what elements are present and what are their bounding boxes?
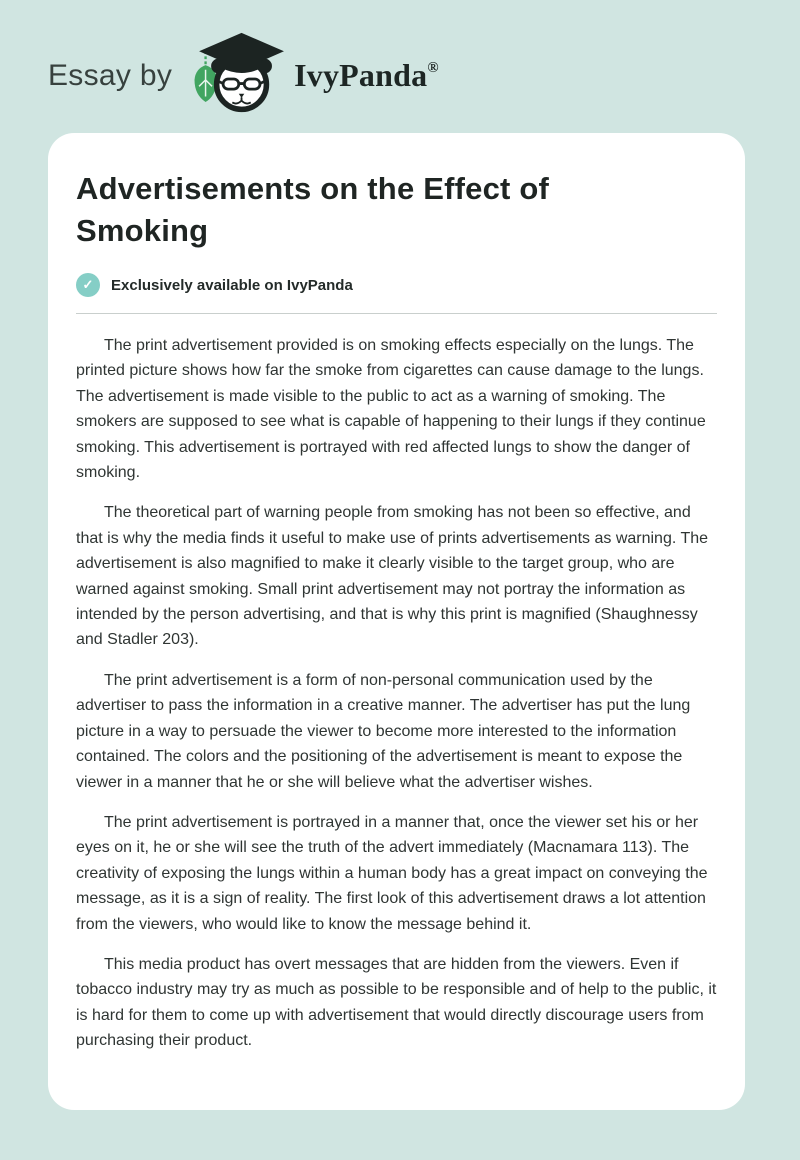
essay-paragraph: This media product has overt messages that are hidden from the viewers. Even if tobacco industry may try as much as possible to be responsible and of help to the public, it is hard for them to come up with advertisement that would directly discourage users from purchasing their product. [76, 955, 717, 1050]
ivypanda-logo-icon [188, 31, 284, 114]
essay-paragraph: The theoretical part of warning people from smoking has not been so effective, and that is why the media finds it useful to make use of prints advertisements as warning. The advertisement is also magnified to make it clearly visible to the target group, who are warned against smoking. Small print advertisement may not portray the information as intended by the person advertising, and that is why this print is magnified (Shaughnessy and Stadler 203). [76, 504, 709, 649]
essay-paragraph: The print advertisement is a form of non-personal communication used by the advertiser to pass the information in a creative manner. The advertiser has put the lung picture in a way to persuade the viewer to become more interested to the information contained. The colors and the positioning of the advertisement is meant to expose the viewer in a manner that he or she will believe what the advertiser wishes. [76, 671, 691, 791]
page-title: Advertisements on the Effect of Smoking [76, 171, 550, 248]
check-icon: ✓ [76, 273, 100, 297]
site-header [0, 0, 800, 133]
availability-badge-label: Exclusively available on IvyPanda [111, 276, 353, 294]
essay-card [48, 133, 745, 1110]
essay-by-label: Essay by [48, 58, 173, 92]
divider [76, 313, 717, 314]
essay-body [76, 333, 717, 1054]
registered-trademark-symbol: ® [427, 60, 439, 76]
brand-name: IvyPanda [294, 57, 428, 93]
essay-paragraph: The print advertisement provided is on smoking effects especially on the lungs. The printed picture shows how far the smoke from cigarettes can cause damage to the lungs. The advertisement is made visible to the public to act as a warning of smoking. The smokers are supposed to see what is capable of happening to their lungs if they continue smoking. This advertisement is portrayed with red affected lungs to show the danger of smoking. [76, 337, 706, 482]
essay-paragraph: The print advertisement is portrayed in a manner that, once the viewer set his or her eyes on it, he or she will see the truth of the advert immediately (Macnamara 113). The creativity of exposing the lungs within a human body has a great impact on conveying the message, as it is a sign of reality. The first look of this advertisement draws a lot attention from the viewers, who would like to know the message behind it. [76, 813, 708, 933]
brand-wordmark [294, 57, 439, 94]
availability-badge [76, 273, 717, 297]
